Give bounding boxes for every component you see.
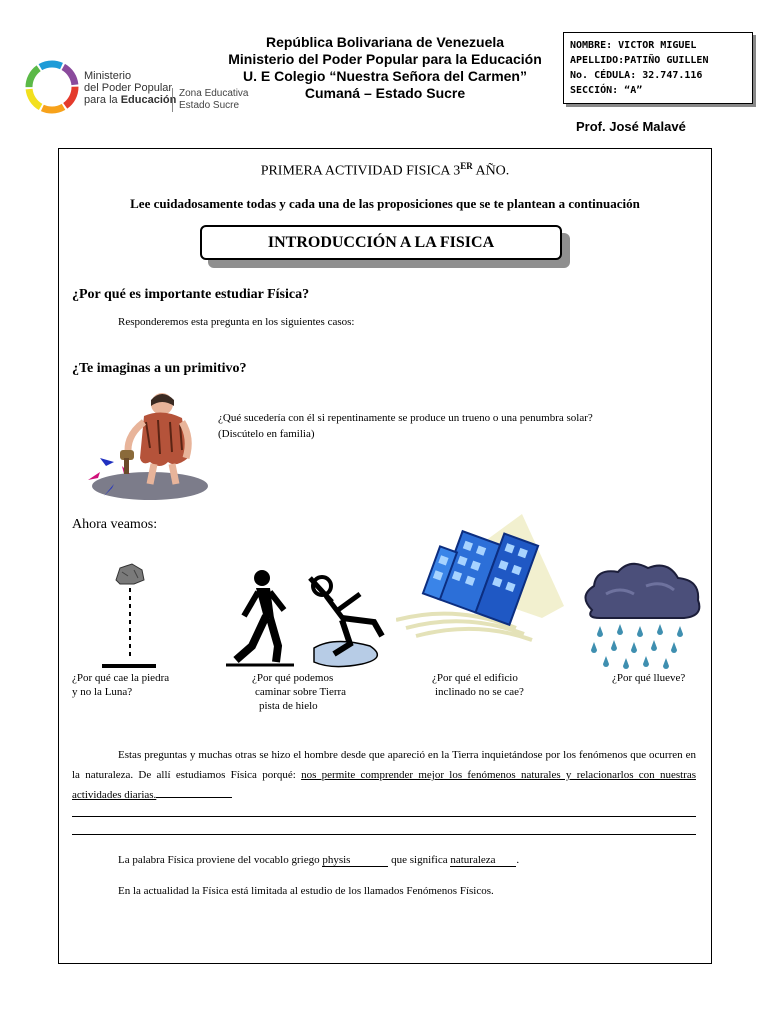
- activity-title-b: AÑO.: [472, 163, 510, 179]
- logo-line-3b: Educación: [120, 94, 177, 106]
- walking-slipping-illustration: [222, 566, 398, 672]
- header-line-4: Cumaná – Estado Sucre: [304, 85, 466, 101]
- answer-line-fill: [156, 788, 232, 798]
- question-2-line-1: ¿Qué sucedería con él si repentinamente se produce un trueno o una penumbra solar?: [218, 412, 593, 424]
- header-line-2: Ministerio del Poder Popular para la Educación: [228, 51, 542, 67]
- logo-zone-2: Estado Sucre: [179, 100, 240, 111]
- logo-zone-1: Zona Educativa: [179, 88, 249, 99]
- falling-stone-illustration: [98, 560, 162, 672]
- paragraph-answer: nos permite comprender mejor los fenómenos naturales y relacionarlos con nuestras actividades diarias.: [72, 769, 696, 801]
- caption-walking-line-2: caminar sobre Tierra: [255, 686, 347, 698]
- activity-title: [58, 161, 712, 180]
- caption-walking-line-1: ¿Por qué podemos: [252, 672, 334, 684]
- caption-building: [432, 671, 552, 699]
- instructions: Lee cuidadosamente todas y cada una de las proposiciones que se te plantean a continuación: [130, 196, 640, 211]
- question-2-text: [218, 410, 593, 442]
- logo-line-1: Ministerio: [84, 70, 132, 82]
- rain-cloud-illustration: [576, 556, 706, 674]
- explanation-paragraph: [72, 745, 696, 805]
- caption-building-line-2: inclinado no se cae?: [435, 686, 524, 698]
- section-title-box: INTRODUCCIÓN A LA FISICA: [200, 225, 562, 260]
- student-surname: APELLIDO:PATIÑO GUILLEN: [570, 55, 709, 66]
- blank-physis: physis: [322, 854, 388, 867]
- student-section: SECCIÓN: “A”: [570, 85, 643, 96]
- question-1-answer: Responderemos esta pregunta en los siguientes casos:: [118, 316, 355, 328]
- student-id: No. CÉDULA: 32.747.116: [570, 70, 703, 81]
- student-info-box: [563, 32, 753, 104]
- building-icon: [396, 508, 566, 668]
- sentence-physis: [118, 854, 519, 867]
- sentence-physis-middle: que significa: [388, 854, 451, 866]
- student-name: NOMBRE: VICTOR MIGUEL: [570, 40, 697, 51]
- caption-stone: [72, 671, 192, 699]
- answer-line-1: [72, 816, 696, 817]
- logo-text: [84, 70, 176, 106]
- question-2-line-2: (Discútelo en familia): [218, 428, 315, 440]
- caption-walking-line-3: pista de hielo: [259, 700, 318, 712]
- caveman-icon: [84, 388, 212, 508]
- caption-building-line-1: ¿Por qué el edificio: [432, 672, 518, 684]
- walking-person-icon: [222, 566, 398, 672]
- caption-walking: [252, 671, 372, 713]
- blank-naturaleza: naturaleza: [450, 854, 516, 867]
- caption-rain: [612, 671, 702, 685]
- school-header: [200, 34, 570, 102]
- sentence-physis-before: La palabra Física proviene del vocablo griego: [118, 854, 323, 866]
- rain-cloud-icon: [576, 556, 706, 674]
- caption-stone-line-1: ¿Por qué cae la piedra: [72, 672, 170, 684]
- section-3-intro: Ahora veamos:: [72, 517, 158, 532]
- question-1: ¿Por qué es importante estudiar Física?: [72, 287, 310, 302]
- caveman-illustration: [84, 388, 212, 508]
- stone-icon: [98, 560, 162, 672]
- header-line-1: República Bolivariana de Venezuela: [265, 34, 505, 50]
- logo-line-3a: para la: [84, 94, 121, 106]
- answer-line-2: [72, 834, 696, 835]
- activity-title-a: PRIMERA ACTIVIDAD FISICA 3: [260, 163, 461, 179]
- sentence-physis-end: .: [516, 854, 520, 866]
- activity-title-sup: ER: [460, 161, 473, 171]
- caption-stone-line-2: y no la Luna?: [72, 686, 133, 698]
- logo-line-3: [84, 94, 176, 106]
- sentence-phenomena: En la actualidad la Física está limitada al estudio de los llamados Fenómenos Físicos.: [118, 885, 494, 897]
- logo-line-2: del Poder Popular: [84, 82, 173, 94]
- professor-name: Prof. José Malavé: [576, 119, 686, 134]
- question-2: ¿Te imaginas a un primitivo?: [72, 361, 247, 376]
- paragraph-text: Estas preguntas y muchas otras se hizo el hombre desde que apareció en la Tierra inquietándose por los fenómenos que ocurren en la naturaleza. De allí estudiamos Física porqué:: [72, 749, 696, 781]
- caption-rain-line-1: ¿Por qué llueve?: [612, 672, 686, 684]
- leaning-building-illustration: [396, 508, 566, 668]
- header-line-3: U. E Colegio “Nuestra Señora del Carmen”: [243, 68, 527, 84]
